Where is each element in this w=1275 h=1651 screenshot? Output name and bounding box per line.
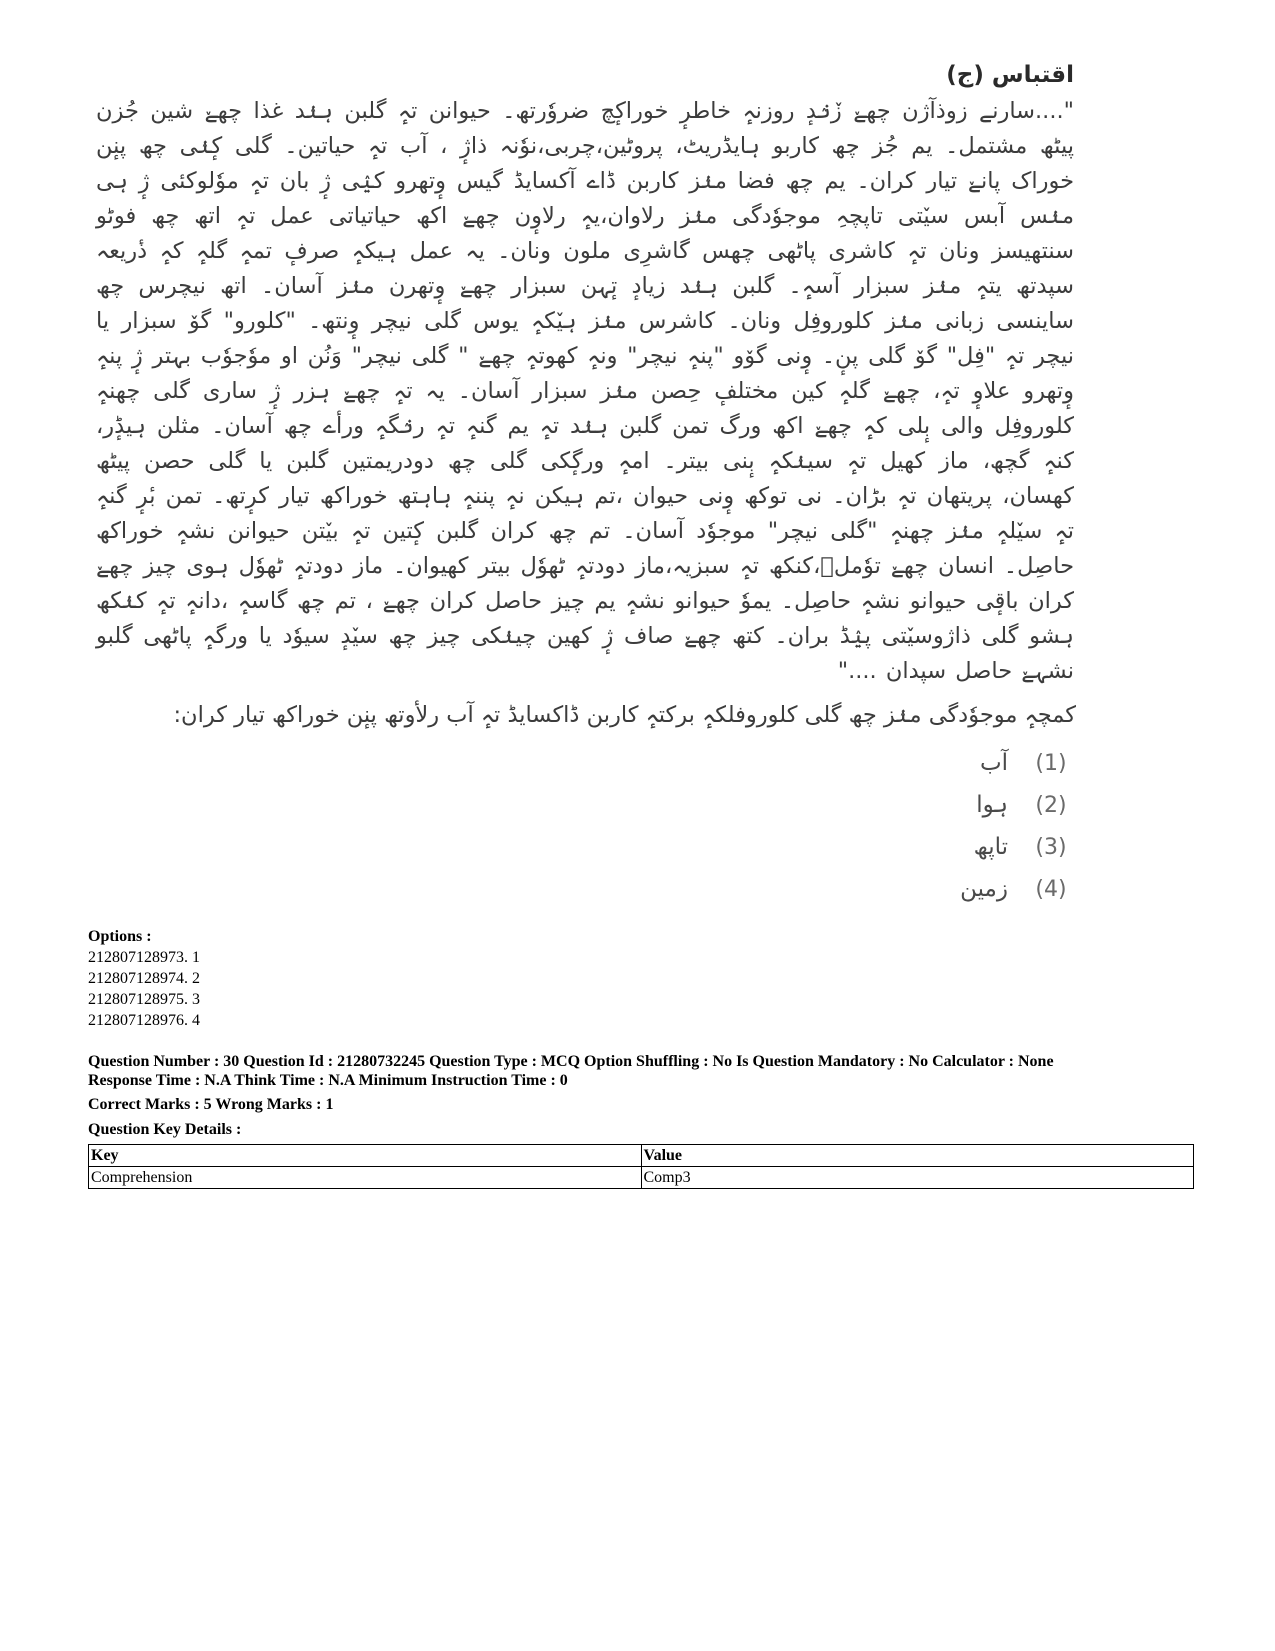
- table-row: [89, 1167, 1194, 1189]
- table-header-row: [89, 1145, 1194, 1167]
- question-metadata: [88, 926, 1198, 1189]
- passage-heading: اقتباس (ج): [946, 62, 1074, 88]
- choice-2: [96, 784, 1076, 826]
- passage-text: "....سارنے زوذآژن چھےٚ زٚنٛدٕ روزنہٕ خاطرٕ خوراکٕچ ضروٗرتھ۔ حیوانن تہٕ گلبن ہنٛد غذا چھےٚ شین جُزن پیٹھ مشتمل۔ یم جُز چھ کاربو ہایڈریٹ، پروٹین،چربی،نوٗنہ ذاژٕ ، آب تہٕ حیاتین۔ گلی کٕنٛی چھ پنٕن خوراک پانےٚ تیار کران۔ یم چھ فضا منٛز کاربن ڈاے آکسایڈ گیس وٕتھرو کیٛی ژٕ بان تہٕ موٗلوکئی ژٕ ہی منٛس آبس سیٚتی تاپچہِ موجوٗدگی منٛز رلاوان،یہٕ رلاوٕن چھےٚ اکھ حیاتیاتی عمل تہٕ اتھ چھ فوٹو سنتھیسز ونان تہٕ کاشری پاٹھی چھس گاشرِی ملون ونان۔ یہ عمل ہیکہٕ صرفٕ تمہٕ گلہٕ کہٕ ذٔریعہ سپدتھ یتہٕ منٛز سبزار آسہٕ۔ گلبن ہنٛد زیادٕ تٕہن سبزار چھےٚ وٕتھرن منٛز آسان۔ اتھ نیچرس چھ ساینسی زبانی منٛز کلوروفِل ونان۔ کاشرس منٛز ہیٚکہٕ یوس گلی نیچر وٕنتھ۔ "کلورو" گوٚ سبزار یا نیچر تہٕ "فِل" گوٚ گلی پنٕ۔ وٕنی گوٚو "پنہٕ نیچر" ونہٕ کھوتہٕ چھےٚ " گلی نیچر" وَنُن او موٗجوٗب بہتر ژٕ پنہٕ وٕتھرو علاوٕ تہٕ، چھےٚ گلہٕ کین مختلفٕ حِصن منٛز سبزار آسان۔ یہ تہٕ چھےٚ ہزر ژٕ ساری گلی چھنہٕ کلوروفِل والی بٕلی کہٕ چھےٚ اکھ ورگ تمن گلبن ہنٛد تہٕ یم گنہٕ تہٕ رنٛگہٕ ورأے چھ آسان۔ مثلن ہیڈٕر، کنہٕ گچھ، ماز کھیل تہٕ سینٛکہٕ بٕنی بیتر۔ امہٕ ورگٕکی گلی چھ دودریمتین گلبن یا گلی حصن پیٹھ کھسان، پریتھان تہٕ بڑان۔ نی توکھ وٕنی حیوان ،تم ہیکن نہٕ پننہٕ ہاہتھ خوراکھ تیار کرٕتھ۔ تمن بٔرٕ گنہٕ تہٕ سیٚلہٕ منٛز چھنہٕ "گلی نیچر" موجوٗد آسان۔ تم چھ کران گلبن کٕتین تہٕ بیٚتن حیوانن نشہٕ خوراکھ حاصِل۔ انسان چھےٚ توٗملؔ،کنکھ تہٕ سبزیہ،ماز دودتہٕ ٹھوٗل بیتر کھیوان۔ ماز دودتہٕ ٹھوٗل ہوی چیز چھےٚ کران باقٕی حیوانو نشہٕ حاصِل۔ یموٗ حیوانو نشہٕ یم چیز حاصل کران چھےٚ ، تم چھ گاسہٕ ،دانہٕ تہٕ کنٛکھ ہشو گلی ذاژوسیٚتی پیٛڈ بران۔ کتھ چھےٚ صاف ژٕ کھین چینٛکی چیز چھ سیٚدٕ سیوٗد یا ورگہٕ پاٹھی گلبو نشہےٚ حاصل سپدان ....": [96, 98, 1074, 684]
- question-info: [88, 1052, 1198, 1090]
- key-details-heading: Question Key Details :: [88, 1121, 242, 1138]
- choice-number: (4): [1035, 876, 1067, 902]
- passage-image: [96, 62, 1074, 689]
- table-header-value: Value: [641, 1145, 1194, 1167]
- choice-text: آب: [979, 750, 1008, 776]
- choice-text: ہوا: [976, 792, 1008, 818]
- marks-info: Correct Marks : 5 Wrong Marks : 1: [88, 1096, 334, 1113]
- table-cell-key: Comprehension: [89, 1167, 642, 1189]
- question-info-line-1: Question Number : 30 Question Id : 21280732245 Question Type : MCQ Option Shuffling : No Is Question Mandatory : No Calculator : None: [88, 1053, 1054, 1070]
- choice-1: [96, 742, 1076, 784]
- option-item: 212807128975. 3: [88, 991, 200, 1008]
- question-text: کمچہٕ موجوٗدگی منٛز چھ گلی کلوروفلکہٕ برکتہٕ کاربن ڈاکسایڈ تہٕ آب رلأوتھ پنٕن خوراکھ تیار کران:: [173, 702, 1076, 728]
- choice-number: (2): [1035, 792, 1067, 818]
- options-list: [88, 947, 1198, 1031]
- choice-number: (1): [1035, 750, 1067, 776]
- choice-4: [96, 868, 1076, 910]
- key-details-table: [88, 1144, 1194, 1189]
- question-image: [96, 698, 1076, 910]
- option-item: 212807128976. 4: [88, 1012, 200, 1029]
- choice-text: تاپھ: [973, 834, 1008, 860]
- option-item: 212807128973. 1: [88, 949, 200, 966]
- option-item: 212807128974. 2: [88, 970, 200, 987]
- table-header-key: Key: [89, 1145, 642, 1167]
- choice-text: زمین: [960, 876, 1008, 902]
- choice-number: (3): [1035, 834, 1067, 860]
- table-cell-value: Comp3: [641, 1167, 1194, 1189]
- choice-3: [96, 826, 1076, 868]
- options-heading: Options :: [88, 928, 152, 945]
- question-info-line-2: Response Time : N.A Think Time : N.A Minimum Instruction Time : 0: [88, 1072, 568, 1089]
